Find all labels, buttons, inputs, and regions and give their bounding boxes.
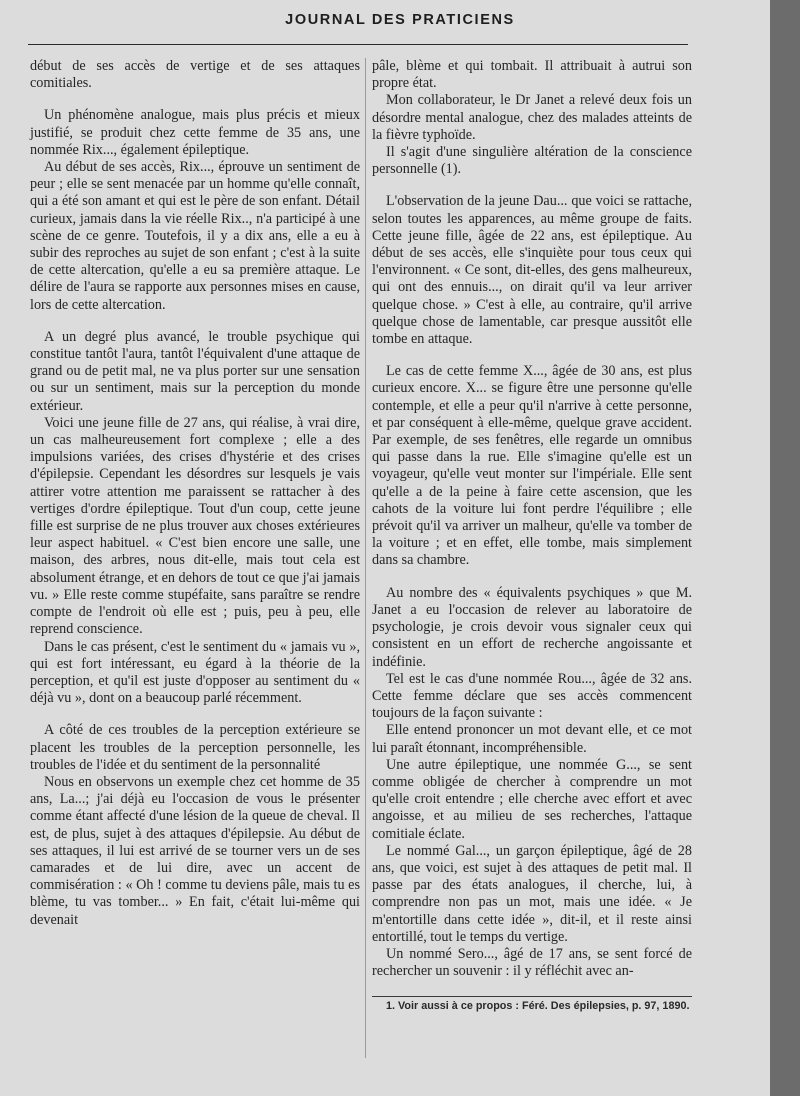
- left-paragraph-2: Un phénomène analogue, mais plus précis et mieux justifié, se produit chez cette femme de 35 ans, une nommée Rix..., également épileptique.: [30, 107, 360, 158]
- left-paragraph-4: A un degré plus avancé, le trouble psychique qui constitue tantôt l'aura, tantôt l'équivalent d'une attaque de grand ou de petit mal, ne va plus porter sur une sensation ou sur un sentiment, mais sur la perception du monde extérieur.: [30, 328, 360, 414]
- left-column: [30, 58, 360, 929]
- left-paragraph-6: Dans le cas présent, c'est le sentiment du « jamais vu », qui est fort intéressant, eu égard à la théorie de la perception, et qu'il est juste d'opposer au sentiment du « déjà vu », dont on a beaucoup parlé récemment.: [30, 638, 360, 707]
- right-paragraph-6: Au nombre des « équivalents psychiques » que M. Janet a eu l'occasion de relever au laboratoire de psychologie, je crois devoir vous signaler ceux qui consistent en un effort de recherche angoissante et indéfinie.: [372, 584, 692, 670]
- left-paragraph-1: début de ses accès de vertige et de ses attaques comitiales.: [30, 58, 360, 92]
- left-paragraph-5: Voici une jeune fille de 27 ans, qui réalise, à vrai dire, un cas malheureusement fort complexe ; elle a des impulsions variées, des crises d'hystérie et des crises d'épilepsie. Cependant les désordres sur lesquels je vais attirer votre attention me paraissent se rattacher à des vertiges d'ordre épileptique. Tout d'un coup, cette jeune fille est surprise de ne plus trouver aux choses extérieures leur aspect habituel. « C'est bien encore une salle, une maison, des arbres, nous dit-elle, mais tout cela est absolument étrange, et en dehors de tout ce que j'ai jamais vu. » Elle reste comme stupéfaite, sans paraître se rendre compte de l'endroit où elle est ; puis, peu à peu, elle reprend conscience.: [30, 414, 360, 638]
- right-paragraph-9: Une autre épileptique, une nommée G..., se sent comme obligée de chercher à comprendre un mot qu'elle croit entendre ; elle cherche avec effort et avec angoisse, et au milieu de ses recherches, l'attaque comitiale éclate.: [372, 756, 692, 842]
- left-paragraph-8: Nous en observons un exemple chez cet homme de 35 ans, La...; j'ai déjà eu l'occasion de vous le présenter comme étant affecté d'une lésion de la queue de cheval. Il est, de plus, sujet à des attaques d'épilepsie. Au début de ses attaques, il lui est arrivé de se tourner vers un de ses camarades et de lui dire, avec un accent de commisération : « Oh ! comme tu deviens pâle, mais tu es blème, tu vas tomber... » En fait, c'était lui-même qui devenait: [30, 773, 360, 928]
- right-paragraph-10: Le nommé Gal..., un garçon épileptique, âgé de 28 ans, que voici, est sujet à des attaques de petit mal. Il passe par des états analogues, il cherche, lui, à comprendre non pas un mot, mais une idée. « Je m'entortille dans cette idée », dit-il, et il reste ainsi entortillé, tout le temps du vertige.: [372, 842, 692, 945]
- header-rule: [28, 44, 688, 45]
- right-paragraph-5: Le cas de cette femme X..., âgée de 30 ans, est plus curieux encore. X... se figure être une personne qu'elle contemple, et elle a peur qu'il n'arrive à cette personne, et par conséquent à elle-même, quelque grave accident. Par exemple, de ses fenêtres, elle regarde un omnibus qui passe dans la rue. Elle s'imagine qu'elle est un voyageur, qu'elle veut monter sur l'impériale. Elle sent qu'elle a de la peine à faire cette ascension, que les cahots de la voiture lui font perdre l'équilibre ; elle prévoit qu'il va arriver un malheur, qu'elle va tomber de la voiture ; et en effet, elle tombe, mais simplement dans sa chambre.: [372, 363, 692, 569]
- right-paragraph-4: L'observation de la jeune Dau... que voici se rattache, selon toutes les apparences, au même groupe de faits. Cette jeune fille, âgée de 22 ans, est épileptique. Au début de ses accès, elle s'inquiète pour tous ceux qui l'environnent. « Ce sont, dit-elles, des gens malheureux, qui ont des ennuis..., on dirait qu'il va leur arriver quelque chose. » C'est à elle, au contraire, qu'il arrive quelque chose de lamentable, car presque aussitôt elle tombe en attaque.: [372, 193, 692, 348]
- left-paragraph-7: A côté de ces troubles de la perception extérieure se placent les troubles de la perception personnelle, les troubles de l'idée et du sentiment de la personnalité: [30, 722, 360, 773]
- right-paragraph-1: pâle, blème et qui tombait. Il attribuait à autrui son propre état.: [372, 58, 692, 92]
- running-header: JOURNAL DES PRATICIENS: [285, 12, 515, 28]
- footnote: 1. Voir aussi à ce propos : Féré. Des épilepsies, p. 97, 1890.: [386, 1000, 690, 1012]
- right-column: [372, 58, 692, 980]
- right-paragraph-8: Elle entend prononcer un mot devant elle, et ce mot lui paraît étonnant, incompréhensible.: [372, 722, 692, 756]
- page-edge-shadow: [770, 0, 800, 1096]
- right-paragraph-3: Il s'agit d'une singulière altération de la conscience personnelle (1).: [372, 144, 692, 178]
- right-paragraph-11: Un nommé Sero..., âgé de 17 ans, se sent forcé de rechercher un souvenir : il y réfléchit avec an-: [372, 945, 692, 980]
- right-paragraph-2: Mon collaborateur, le Dr Janet a relevé deux fois un désordre mental analogue, chez des malades atteints de la fièvre typhoïde.: [372, 92, 692, 143]
- column-divider: [365, 58, 366, 1058]
- left-paragraph-3: Au début de ses accès, Rix..., éprouve un sentiment de peur ; elle se sent menacée par un homme qu'elle connaît, qui a été son amant et qui est le père de son enfant. Détail curieux, jamais dans la vie réelle Rix.., n'a participé à une scène de ce genre. Toutefois, il y a dix ans, elle a eu à subir des reproches au sujet de son enfant ; c'est à la suite de cette altercation, qu'elle a eu sa première attaque. Le délire de l'aura se rapporte aux personnes mises en cause, lors de cette altercation.: [30, 159, 360, 313]
- right-paragraph-7: Tel est le cas d'une nommée Rou..., âgée de 32 ans. Cette femme déclare que ses accès commencent toujours de la façon suivante :: [372, 670, 692, 722]
- footnote-rule: [372, 996, 692, 997]
